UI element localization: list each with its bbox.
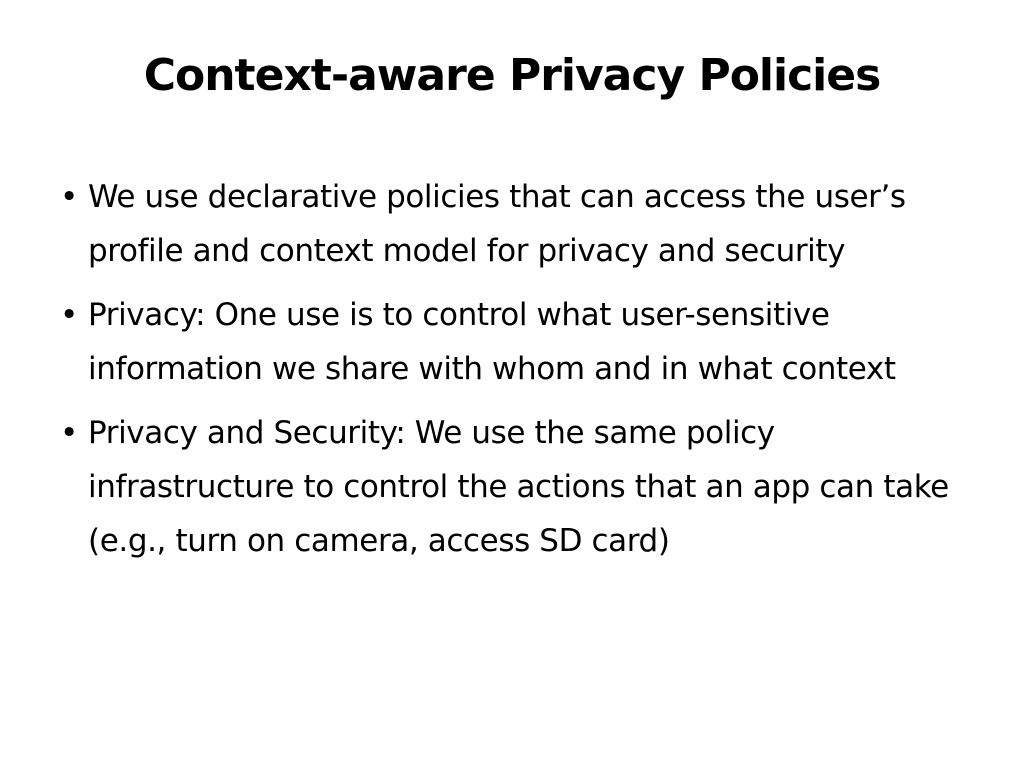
bullet-text: Privacy: One use is to control what user-sensitive information we share with whom and in what context bbox=[88, 297, 896, 387]
bullet-item bbox=[56, 170, 966, 278]
bullet-text: We use declarative policies that can access the user’s profile and context model for privacy and security bbox=[88, 179, 906, 269]
slide-title: Context-aware Privacy Policies bbox=[143, 50, 881, 101]
bullet-marker: • bbox=[60, 415, 78, 451]
bullet-text: Privacy and Security: We use the same policy infrastructure to control the actions that an app can take (e.g., turn on camera, access SD card) bbox=[88, 415, 949, 559]
bullet-list bbox=[56, 170, 966, 578]
bullet-marker: • bbox=[60, 179, 78, 215]
bullet-marker: • bbox=[60, 297, 78, 333]
bullet-item bbox=[56, 288, 966, 396]
bullet-item bbox=[56, 406, 966, 568]
